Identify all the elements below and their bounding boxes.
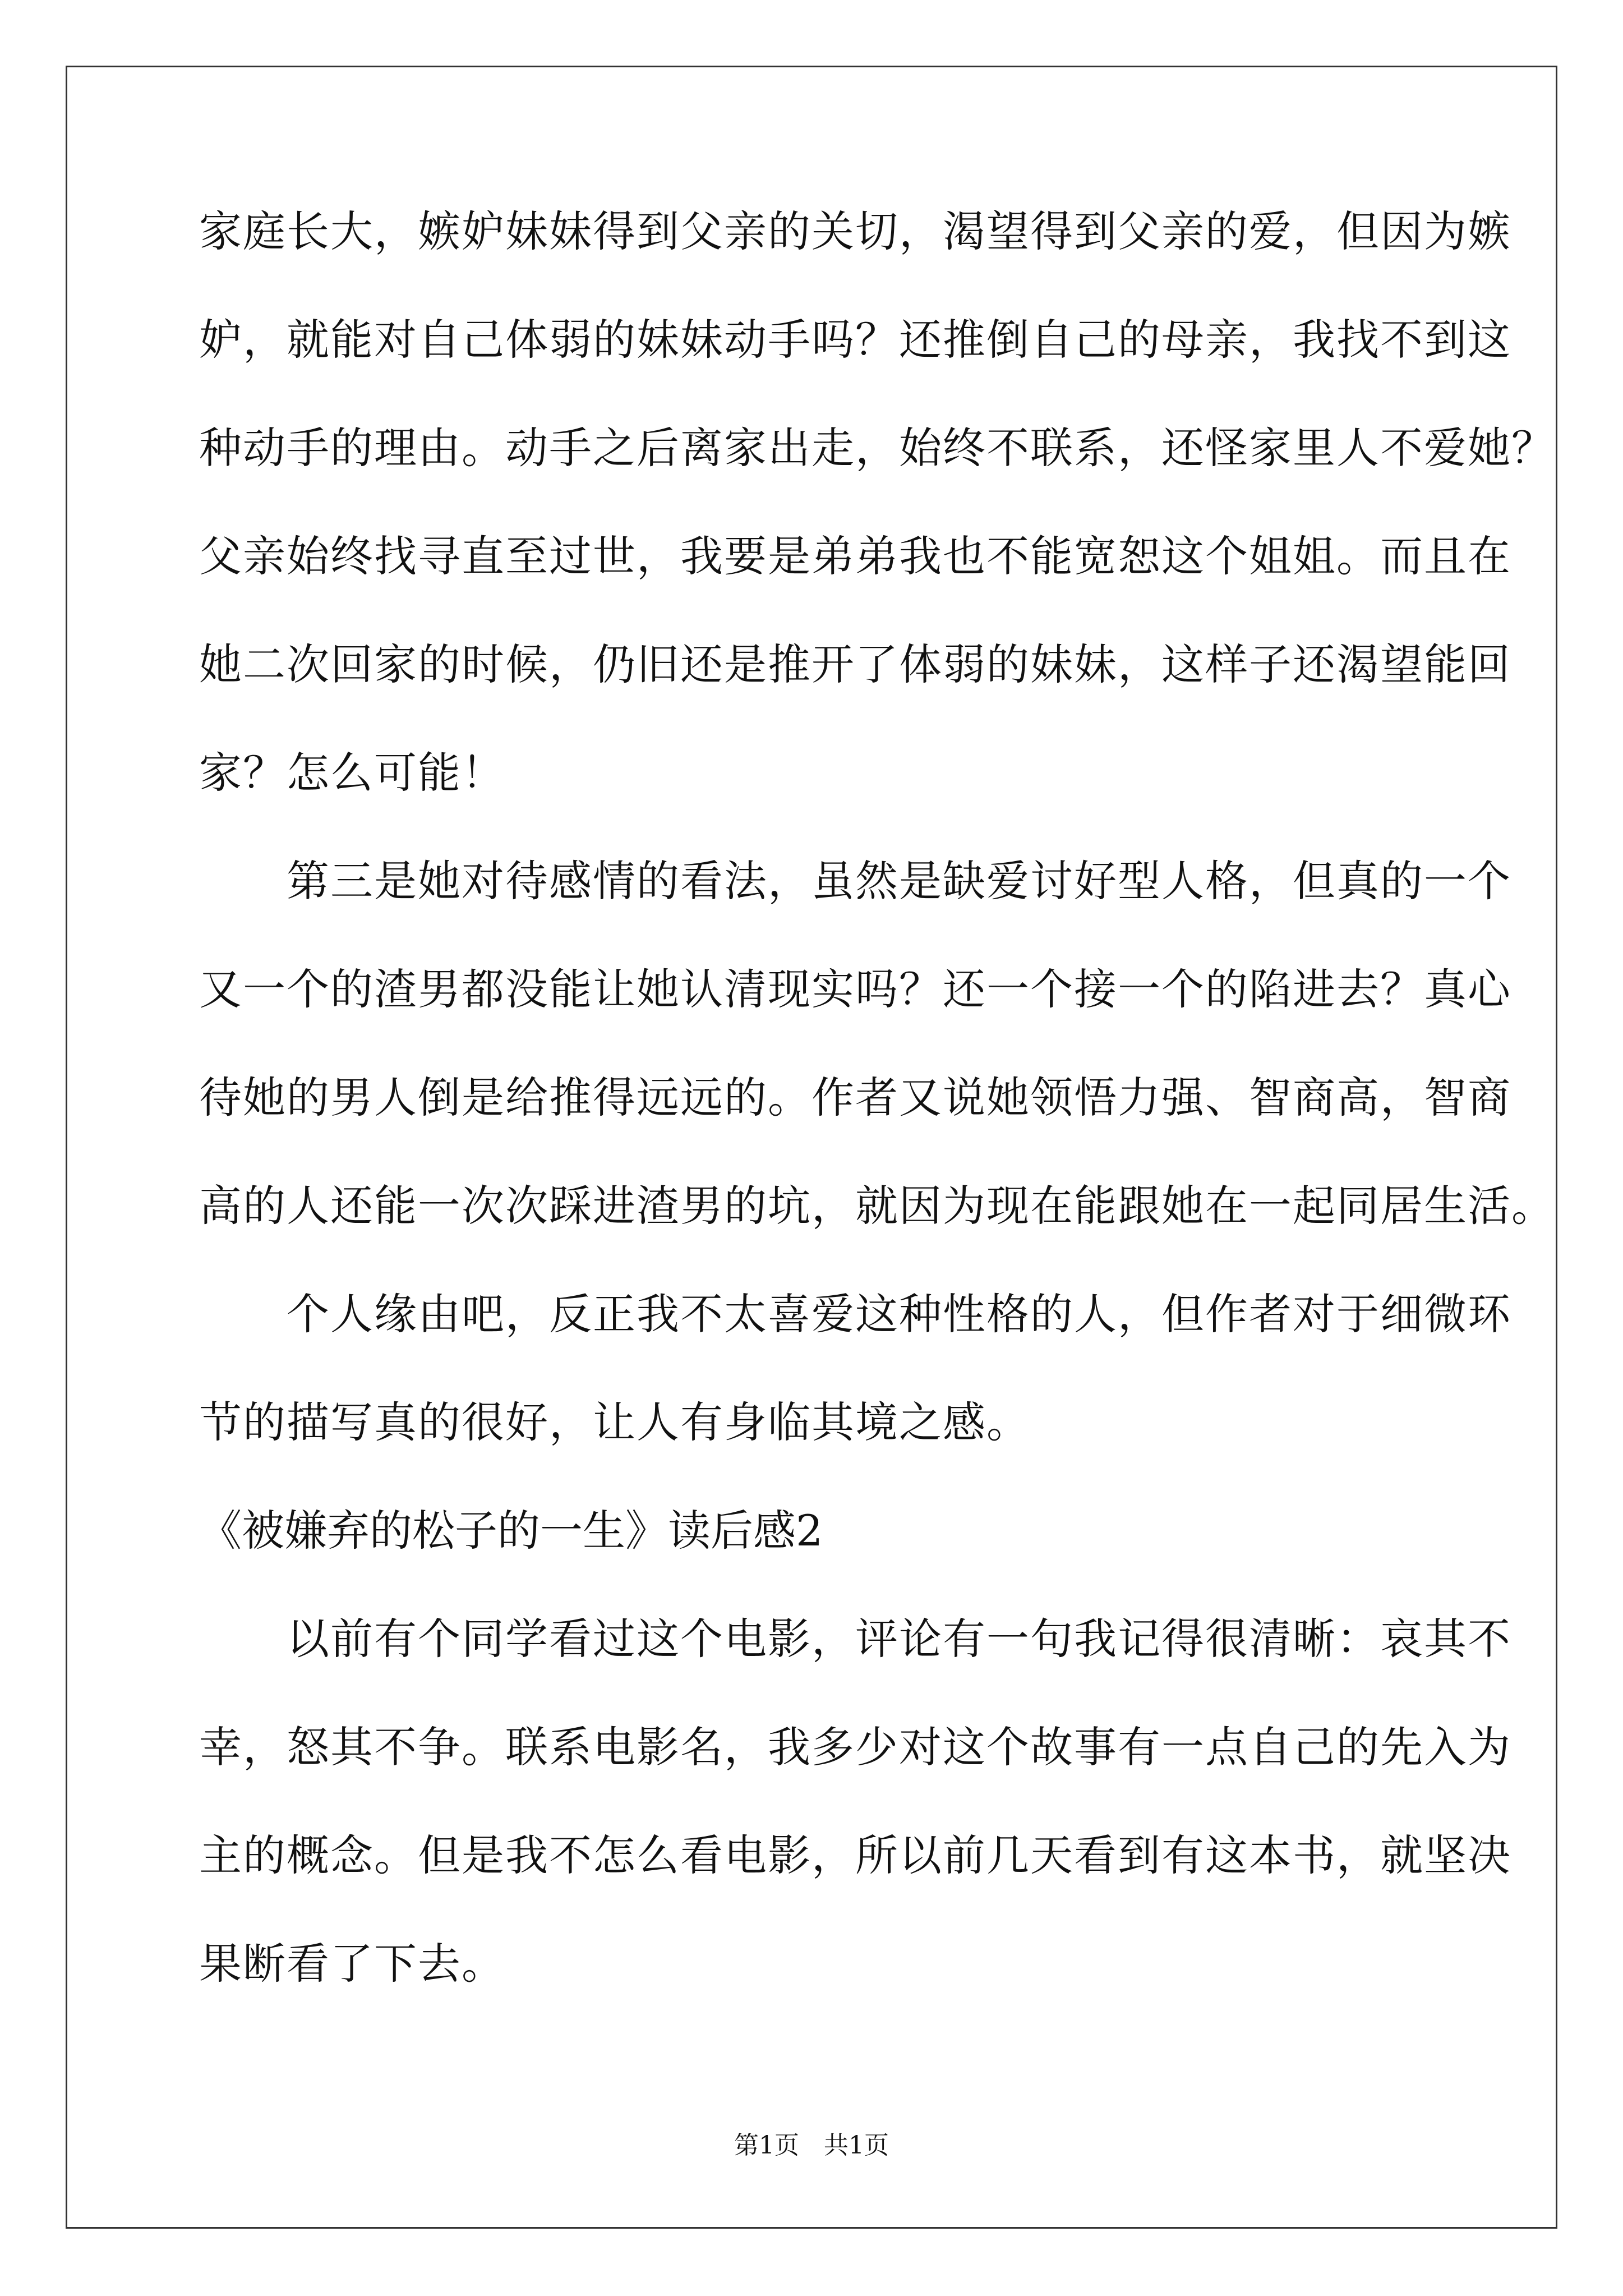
text-line: 父亲始终找寻直至过世，我要是弟弟我也不能宽恕这个姐姐。而且在 <box>199 531 1511 581</box>
heading-text: 《被嫌弃的松子的一生》读后感2 <box>199 1506 823 1556</box>
text-line: 节的描写真的很好，让人有身临其境之感。 <box>199 1397 1030 1447</box>
document-body <box>199 206 1555 2051</box>
text-line: 家？怎么可能！ <box>199 748 505 798</box>
text-line: 第三是她对待感情的看法，虽然是缺爱讨好型人格，但真的一个 <box>199 856 1511 906</box>
text-line: 以前有个同学看过这个电影，评论有一句我记得很清晰：哀其不 <box>199 1614 1511 1664</box>
page-footer: 第1页 共1页 <box>734 2131 889 2160</box>
text-line: 种动手的理由。动手之后离家出走，始终不联系，还怪家里人不爱她？ <box>199 423 1555 473</box>
text-line: 她二次回家的时候，仍旧还是推开了体弱的妹妹，这样子还渴望能回 <box>199 639 1511 689</box>
text-line: 高的人还能一次次踩进渣男的坑，就因为现在能跟她在一起同居生活。 <box>199 1181 1555 1231</box>
section-heading <box>199 1506 1455 1618</box>
text-line: 主的概念。但是我不怎么看电影，所以前几天看到有这本书，就坚决 <box>199 1830 1511 1880</box>
text-line: 家庭长大，嫉妒妹妹得到父亲的关切，渴望得到父亲的爱，但因为嫉 <box>199 206 1511 256</box>
text-line: 幸，怒其不争。联系电影名，我多少对这个故事有一点自己的先入为 <box>199 1722 1511 1772</box>
text-line: 妒，就能对自己体弱的妹妹动手吗？还推倒自己的母亲，我找不到这 <box>199 315 1511 365</box>
text-line: 果断看了下去。 <box>199 1939 505 1989</box>
text-line: 待她的男人倒是给推得远远的。作者又说她领悟力强、智商高，智商 <box>199 1073 1511 1122</box>
text-line: 个人缘由吧，反正我不太喜爱这种性格的人，但作者对于细微环 <box>199 1289 1511 1339</box>
text-line: 又一个的渣男都没能让她认清现实吗？还一个接一个的陷进去？真心 <box>199 964 1511 1014</box>
